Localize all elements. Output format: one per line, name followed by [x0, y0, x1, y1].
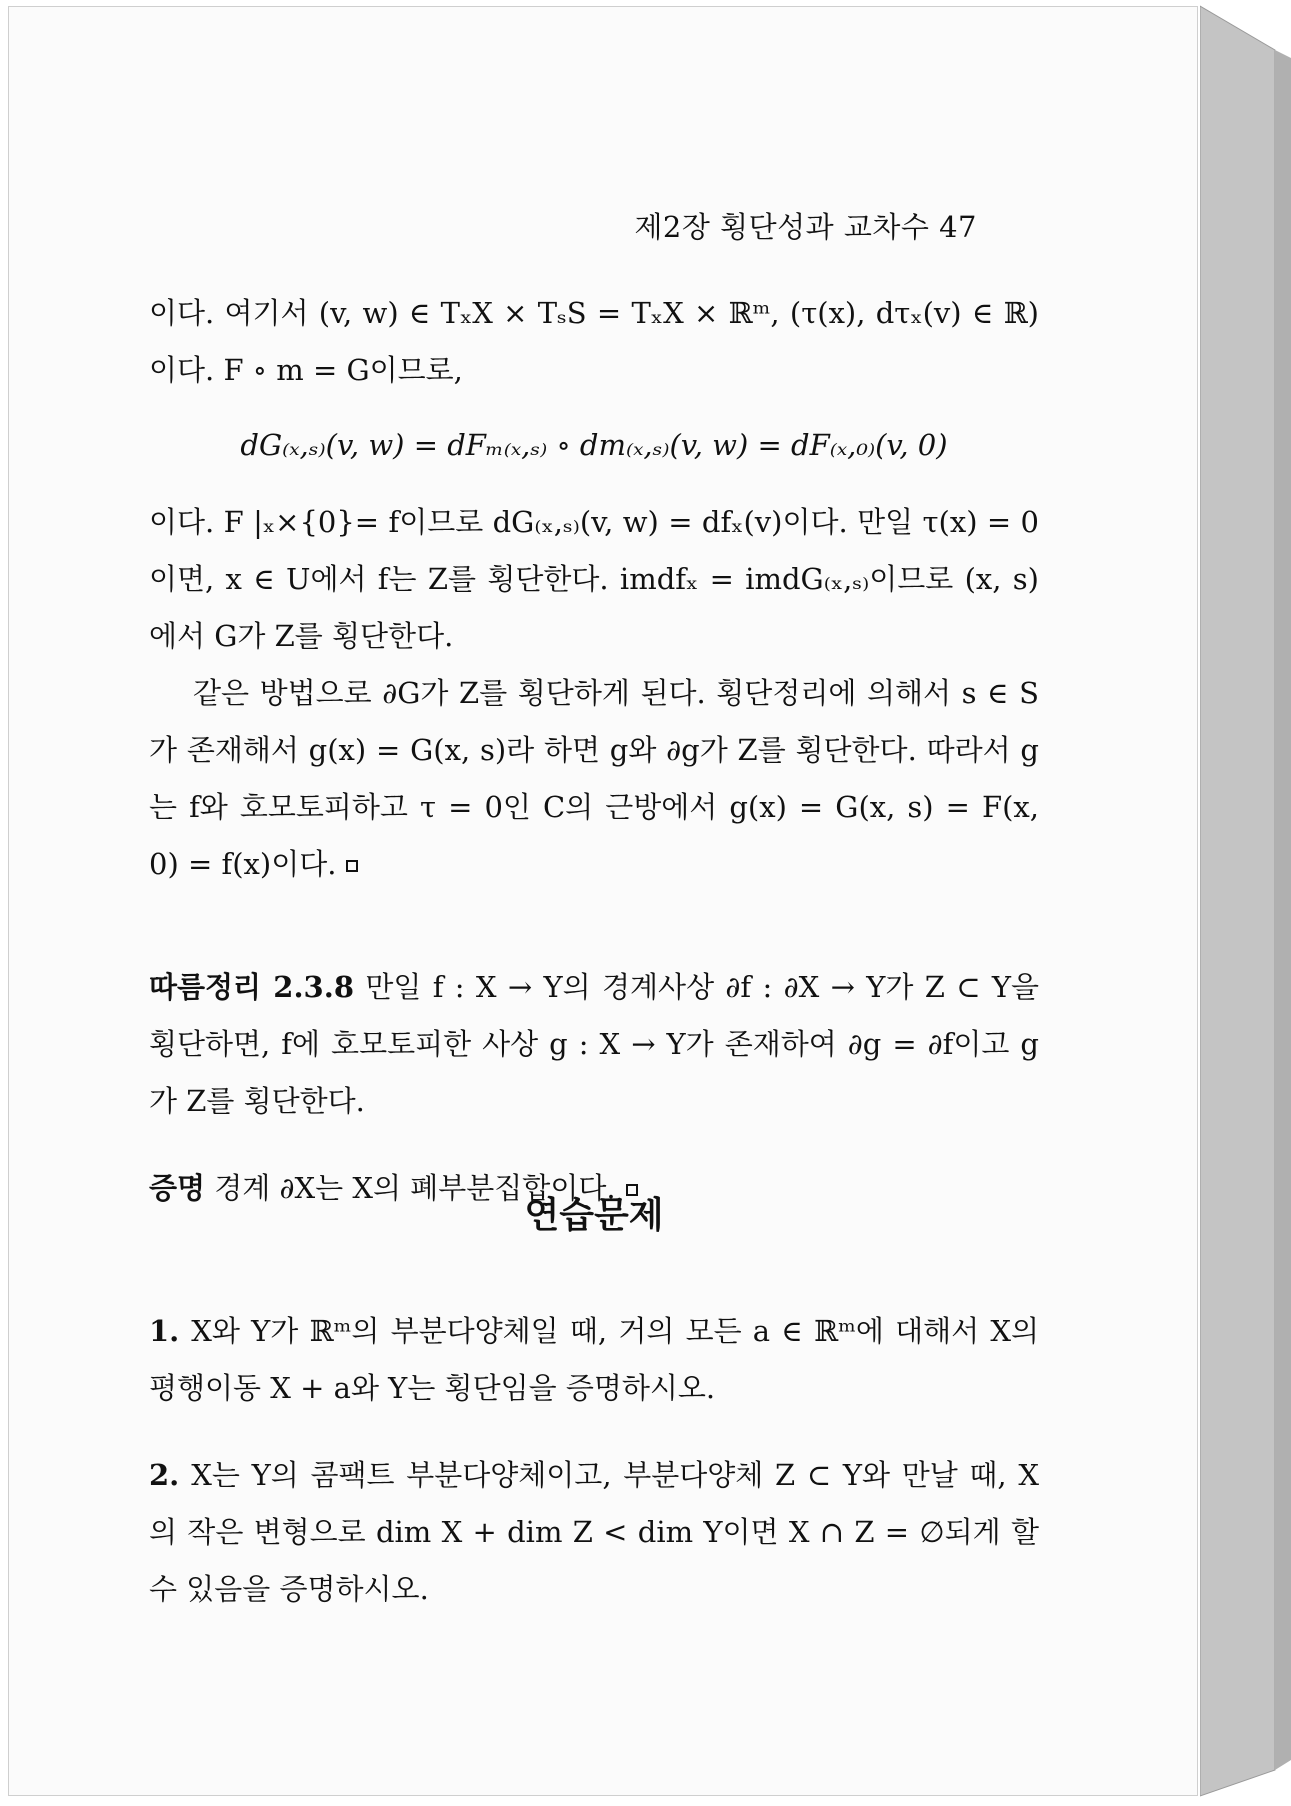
- running-head: 제2장 횡단성과 교차수 47: [634, 210, 977, 244]
- body-text: [149, 285, 1039, 1217]
- proof-text: 경계 ∂X는 X의 폐부분집합이다.: [214, 1171, 616, 1205]
- exercise-number: 2.: [149, 1458, 180, 1492]
- paragraph-2: 이다. F |ₓ×{0}= f이므로 dG₍ₓ,ₛ₎(v, w) = dfₓ(v)이다. 만일 τ(x) = 0이면, x ∈ U에서 f는 Z를 횡단한다. imdfₓ = imdG₍ₓ,ₛ₎이므로 (x, s)에서 G가 Z를 횡단한다.: [149, 505, 1039, 653]
- exercise-text: X와 Y가 ℝᵐ의 부분다양체일 때, 거의 모든 a ∈ ℝᵐ에 대해서 X의 평행이동 X + a와 Y는 횡단임을 증명하시오.: [149, 1314, 1039, 1405]
- exercise-text: X는 Y의 콤팩트 부분다양체이고, 부분다양체 Z ⊂ Y와 만날 때, X의 작은 변형으로 dim X + dim Z < dim Y이면 X ∩ Z = ∅되게 할 수 있음을 증명하시오.: [149, 1458, 1039, 1606]
- exercise-number: 1.: [149, 1314, 180, 1348]
- display-equation: dG₍ₓ,ₛ₎(v, w) = dFₘ₍ₓ,ₛ₎ ∘ dm₍ₓ,ₛ₎(v, w) = dF₍ₓ,₀₎(v, 0): [240, 428, 948, 462]
- exercise-item: [149, 1303, 1039, 1417]
- corollary-text: 만일 f : X → Y의 경계사상 ∂f : ∂X → Y가 Z ⊂ Y을 횡단하면, f에 호모토피한 사상 g : X → Y가 존재하여 ∂g = ∂f이고 g가 Z를 횡단한다.: [149, 970, 1040, 1118]
- book-side-edge: [1200, 0, 1291, 1806]
- paragraph-3: [149, 665, 1039, 893]
- section-title: 연습문제: [524, 1194, 664, 1236]
- exercise-item: [149, 1447, 1039, 1618]
- corollary-label: 따름정리 2.3.8: [149, 970, 355, 1004]
- corollary: [149, 959, 1039, 1130]
- proof-label: 증명: [149, 1171, 206, 1205]
- exercise-list: [149, 1303, 1039, 1618]
- book-page: [8, 6, 1198, 1796]
- paragraph-1: 이다. 여기서 (v, w) ∈ TₓX × TₛS = TₓX × ℝᵐ, (τ(x), dτₓ(v) ∈ ℝ)이다. F ∘ m = G이므로,: [149, 296, 1039, 387]
- paragraph-3-text: 같은 방법으로 ∂G가 Z를 횡단하게 된다. 횡단정리에 의해서 s ∈ S가 존재해서 g(x) = G(x, s)라 하면 g와 ∂g가 Z를 횡단한다. 따라서 g는 f와 호모토피하고 τ = 0인 C의 근방에서 g(x) = G(x, s) = F(x, 0) = f(x)이다.: [149, 676, 1039, 881]
- qed-square-icon: [346, 860, 358, 872]
